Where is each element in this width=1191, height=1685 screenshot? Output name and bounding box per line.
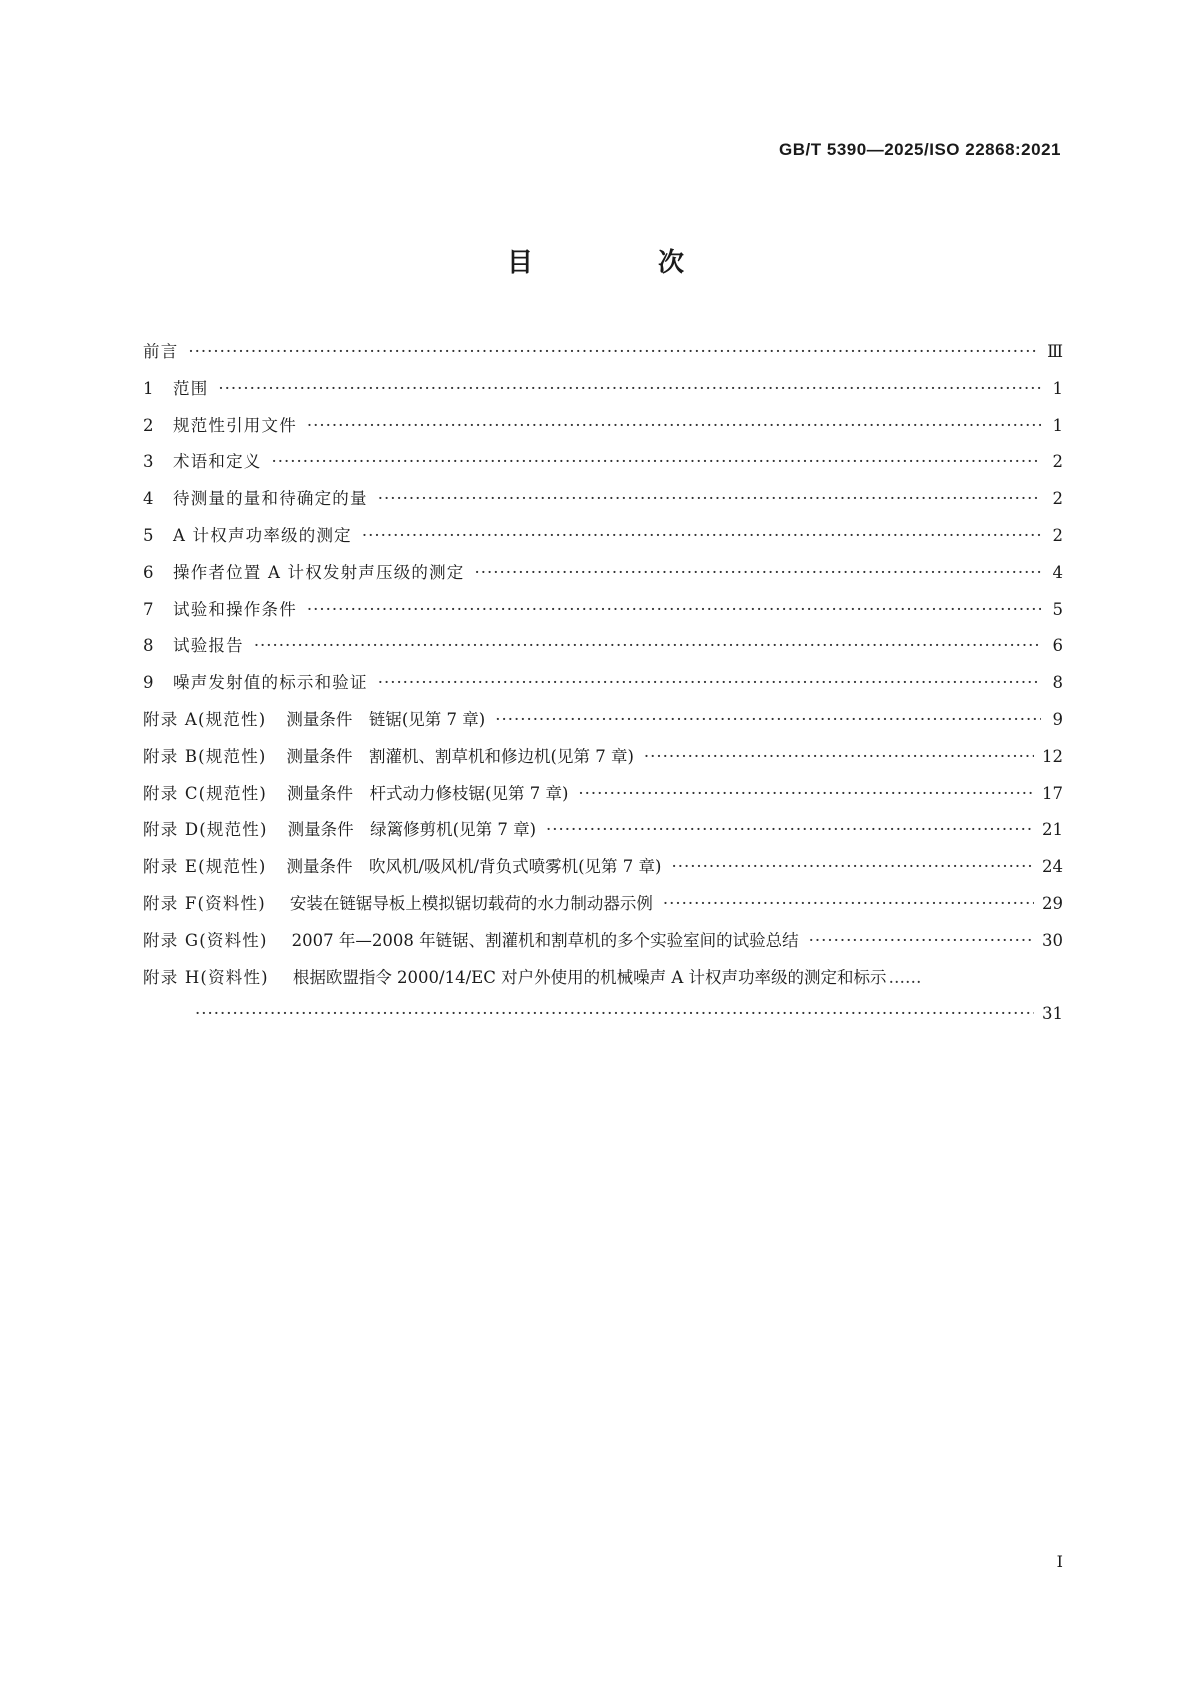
toc-page-number: 6: [1052, 636, 1063, 656]
page-title: 目 次: [506, 248, 743, 278]
toc-leader-dots: [378, 671, 1041, 695]
toc-leader-dots: [475, 561, 1041, 585]
toc-number: 3: [143, 452, 154, 472]
toc-page-number: 2: [1052, 452, 1063, 472]
toc-leader-dots: [254, 634, 1041, 658]
toc-label: 规范性引用文件: [173, 415, 297, 435]
toc-leader-dots: [546, 818, 1034, 842]
toc-entry-annex-h-continuation[interactable]: [143, 1002, 1063, 1039]
toc-entry-annex-d[interactable]: [143, 818, 1063, 855]
page-number: I: [1056, 1552, 1063, 1571]
toc-annex-title: 安装在链锯导板上模拟锯切载荷的水力制动器示例: [289, 893, 653, 913]
toc-entry-3[interactable]: [143, 450, 1063, 487]
toc-label: 附录 E(规范性): [143, 857, 267, 877]
toc-leader-dots: [195, 1002, 1034, 1026]
toc-number: 7: [143, 599, 154, 619]
toc-page-number: 1: [1052, 378, 1063, 398]
toc-leader-dots: [671, 855, 1034, 879]
toc-page-number: 5: [1052, 599, 1063, 619]
toc-label: 噪声发射值的标示和验证: [173, 673, 368, 693]
toc-annex-title: 测量条件 吹风机/吸风机/背负式喷雾机(见第 7 章): [286, 857, 662, 877]
toc-leader-dots: [495, 708, 1041, 732]
toc-leader-dots: [188, 340, 1039, 364]
toc-entry-2[interactable]: [143, 414, 1063, 451]
toc-entry-4[interactable]: [143, 487, 1063, 524]
toc-label: 附录 C(规范性): [143, 783, 268, 803]
toc-label: 范围: [173, 378, 209, 398]
toc-entry-7[interactable]: [143, 598, 1063, 635]
toc-page-number: 21: [1042, 820, 1063, 840]
toc-number: 2: [143, 415, 154, 435]
toc-annex-title: 测量条件 绿篱修剪机(见第 7 章): [287, 820, 537, 840]
toc-number: 9: [143, 673, 154, 693]
toc-page-number: 29: [1042, 893, 1063, 913]
toc-entry-foreword[interactable]: [143, 340, 1063, 377]
toc-label: 试验和操作条件: [173, 599, 297, 619]
toc-label: 附录 D(规范性): [143, 820, 268, 840]
toc-page-number: 17: [1042, 783, 1063, 803]
toc-label: 试验报告: [173, 636, 244, 656]
toc-entry-annex-c[interactable]: [143, 782, 1063, 819]
toc-page-number: 24: [1042, 857, 1063, 877]
toc-label: 附录 G(资料性): [143, 930, 268, 950]
toc-entry-9[interactable]: [143, 671, 1063, 708]
toc-page-number: 2: [1052, 525, 1063, 545]
toc-entry-5[interactable]: [143, 524, 1063, 561]
toc-entry-annex-f[interactable]: [143, 892, 1063, 929]
toc-annex-title: 测量条件 杆式动力修枝锯(见第 7 章): [287, 783, 569, 803]
toc-label: 操作者位置 A 计权发射声压级的测定: [173, 562, 465, 582]
toc-entry-annex-e[interactable]: [143, 855, 1063, 892]
toc-number: 8: [143, 636, 154, 656]
toc-page-number: 1: [1052, 415, 1063, 435]
toc-entry-annex-h[interactable]: [143, 966, 1063, 1003]
toc-page-number: 4: [1052, 562, 1063, 582]
toc-number: 6: [143, 562, 154, 582]
toc-entry-annex-b[interactable]: [143, 745, 1063, 782]
toc-entry-1[interactable]: [143, 377, 1063, 414]
document-code: GB/T 5390—2025/ISO 22868:2021: [779, 140, 1061, 159]
toc-annex-title: 2007 年—2008 年链锯、割灌机和割草机的多个实验室间的试验总结: [291, 930, 799, 950]
toc-leader-dots: [578, 782, 1034, 806]
toc-leader-dots: [809, 929, 1034, 953]
toc-leader-dots: [362, 524, 1041, 548]
toc-page-number: 12: [1042, 746, 1063, 766]
toc-number: 4: [143, 489, 154, 509]
toc-label: 术语和定义: [173, 452, 262, 472]
toc-label: 待测量的量和待确定的量: [173, 489, 368, 509]
toc-label: 附录 B(规范性): [143, 746, 267, 766]
toc-leader-dots: [307, 414, 1041, 438]
toc-annex-title: 根据欧盟指令 2000/14/EC 对户外使用的机械噪声 A 计权声功率级的测定和标示: [292, 967, 887, 987]
toc-leader-dots: [218, 377, 1041, 401]
toc-page-number: 9: [1052, 709, 1063, 729]
toc-page-number: 8: [1052, 673, 1063, 693]
toc-leader-dots: [663, 892, 1034, 916]
toc-number: 1: [143, 378, 154, 398]
toc-label: 前言: [143, 342, 179, 361]
toc-entry-annex-a[interactable]: [143, 708, 1063, 745]
toc-leader-dots: [272, 450, 1042, 474]
table-of-contents: [143, 340, 1063, 1039]
toc-page-number: 31: [1042, 1004, 1063, 1024]
toc-page-number: 2: [1052, 489, 1063, 509]
toc-number: 5: [143, 525, 154, 545]
toc-leader-dots: [378, 487, 1041, 511]
toc-leader-dots: [644, 745, 1034, 769]
toc-page-number: 30: [1042, 930, 1063, 950]
toc-label: 附录 H(资料性): [143, 967, 269, 987]
toc-label: 附录 F(资料性): [143, 893, 266, 913]
toc-entry-annex-g[interactable]: [143, 929, 1063, 966]
toc-leader-tail: ……: [888, 967, 922, 987]
toc-entry-8[interactable]: [143, 634, 1063, 671]
toc-entry-6[interactable]: [143, 561, 1063, 598]
toc-leader-dots: [307, 598, 1041, 622]
toc-page-number: Ⅲ: [1047, 342, 1063, 361]
toc-label: 附录 A(规范性): [143, 709, 267, 729]
toc-annex-title: 测量条件 割灌机、割草机和修边机(见第 7 章): [286, 746, 634, 766]
toc-annex-title: 测量条件 链锯(见第 7 章): [286, 709, 486, 729]
toc-label: A 计权声功率级的测定: [173, 525, 352, 545]
